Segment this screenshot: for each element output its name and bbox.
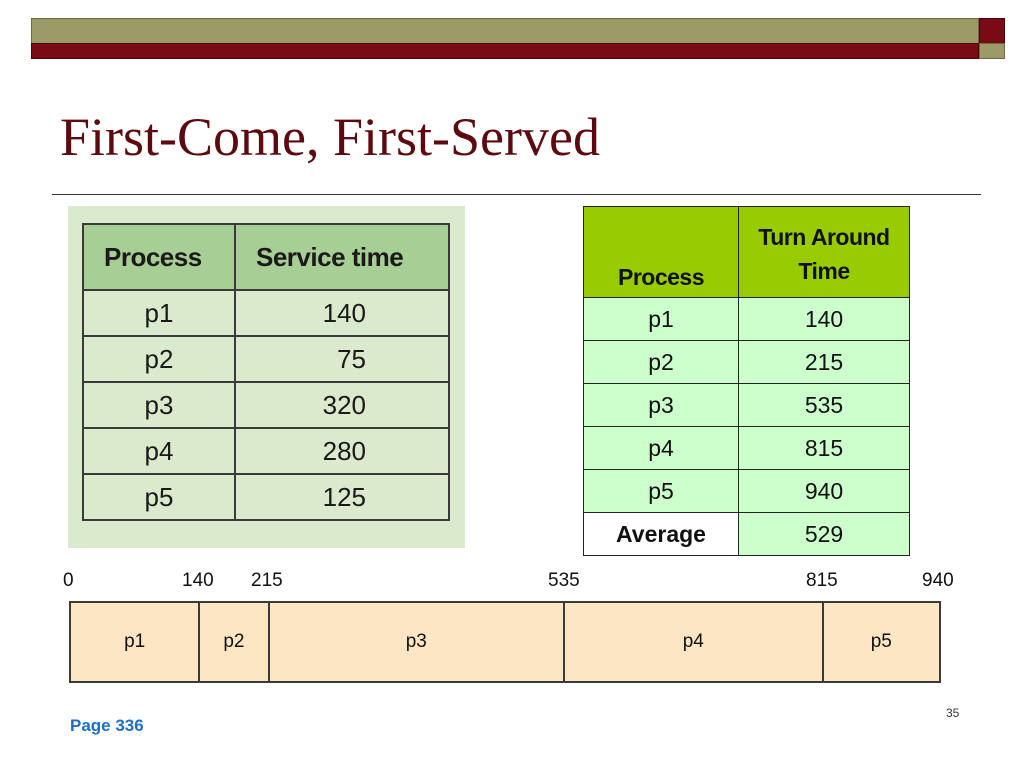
page-reference: Page 336 [70,716,144,735]
banner-maroon-square [979,18,1005,44]
gantt-segment-p5: p5 [870,631,892,652]
turnaround-cell: 535 [739,384,910,427]
slide-number: 35 [946,706,960,720]
banner-maroon-bar [31,43,979,59]
turnaround-time-table [583,206,910,556]
table-row [83,336,449,382]
process-cell: p3 [83,382,235,428]
banner-olive-bar [31,18,979,44]
gantt-segment-p2: p2 [200,603,269,681]
gantt-chart [69,601,941,683]
gantt-tick-0: 0 [63,570,74,591]
table-row [83,290,449,336]
process-cell: p5 [83,474,235,520]
turnaround-cell: 140 [739,298,910,341]
table-header-row [83,224,449,290]
service-time-cell: 280 [235,428,449,474]
table-row [584,384,910,427]
service-time-cell: 125 [235,474,449,520]
table-row [83,474,449,520]
gantt-tick-140: 140 [182,570,214,591]
table-row [584,298,910,341]
table-row [83,382,449,428]
table-row [83,428,449,474]
average-value: 529 [739,513,910,556]
header-turnaround-time [739,207,910,298]
table-row [584,341,910,384]
table-header-row [584,207,910,298]
process-cell: p1 [584,298,739,341]
turnaround-cell: 940 [739,470,910,513]
service-time-panel [68,206,465,548]
gantt-tick-215: 215 [251,570,283,591]
gantt-segment-p4: p4 [565,603,824,681]
table-row [584,470,910,513]
table-row [584,427,910,470]
process-cell: p4 [584,427,739,470]
service-time-cell: 320 [235,382,449,428]
header-process: Process [83,224,235,290]
header-process: Process [584,207,739,298]
average-row [584,513,910,556]
process-cell: p3 [584,384,739,427]
turnaround-cell: 215 [739,341,910,384]
average-label: Average [584,513,739,556]
gantt-segment-p3: p3 [270,603,565,681]
process-cell: p1 [83,290,235,336]
process-cell: p2 [83,336,235,382]
header-service-time: Service time [235,224,449,290]
service-time-cell: 140 [235,290,449,336]
header-turnaround-line2: Time [798,258,850,284]
gantt-segment-p1: p1 [71,603,200,681]
service-time-cell: 75 [235,336,449,382]
banner-olive-square [979,43,1005,59]
process-cell: p4 [83,428,235,474]
title-divider [52,194,981,195]
gantt-tick-815: 815 [806,570,838,591]
header-turnaround-line1: Turn Around [758,224,890,250]
gantt-tick-940: 940 [922,570,954,591]
process-cell: p5 [584,470,739,513]
gantt-tick-535: 535 [548,570,580,591]
service-time-table [82,223,450,521]
slide-title: First-Come, First-Served [60,107,600,167]
turnaround-cell: 815 [739,427,910,470]
process-cell: p2 [584,341,739,384]
